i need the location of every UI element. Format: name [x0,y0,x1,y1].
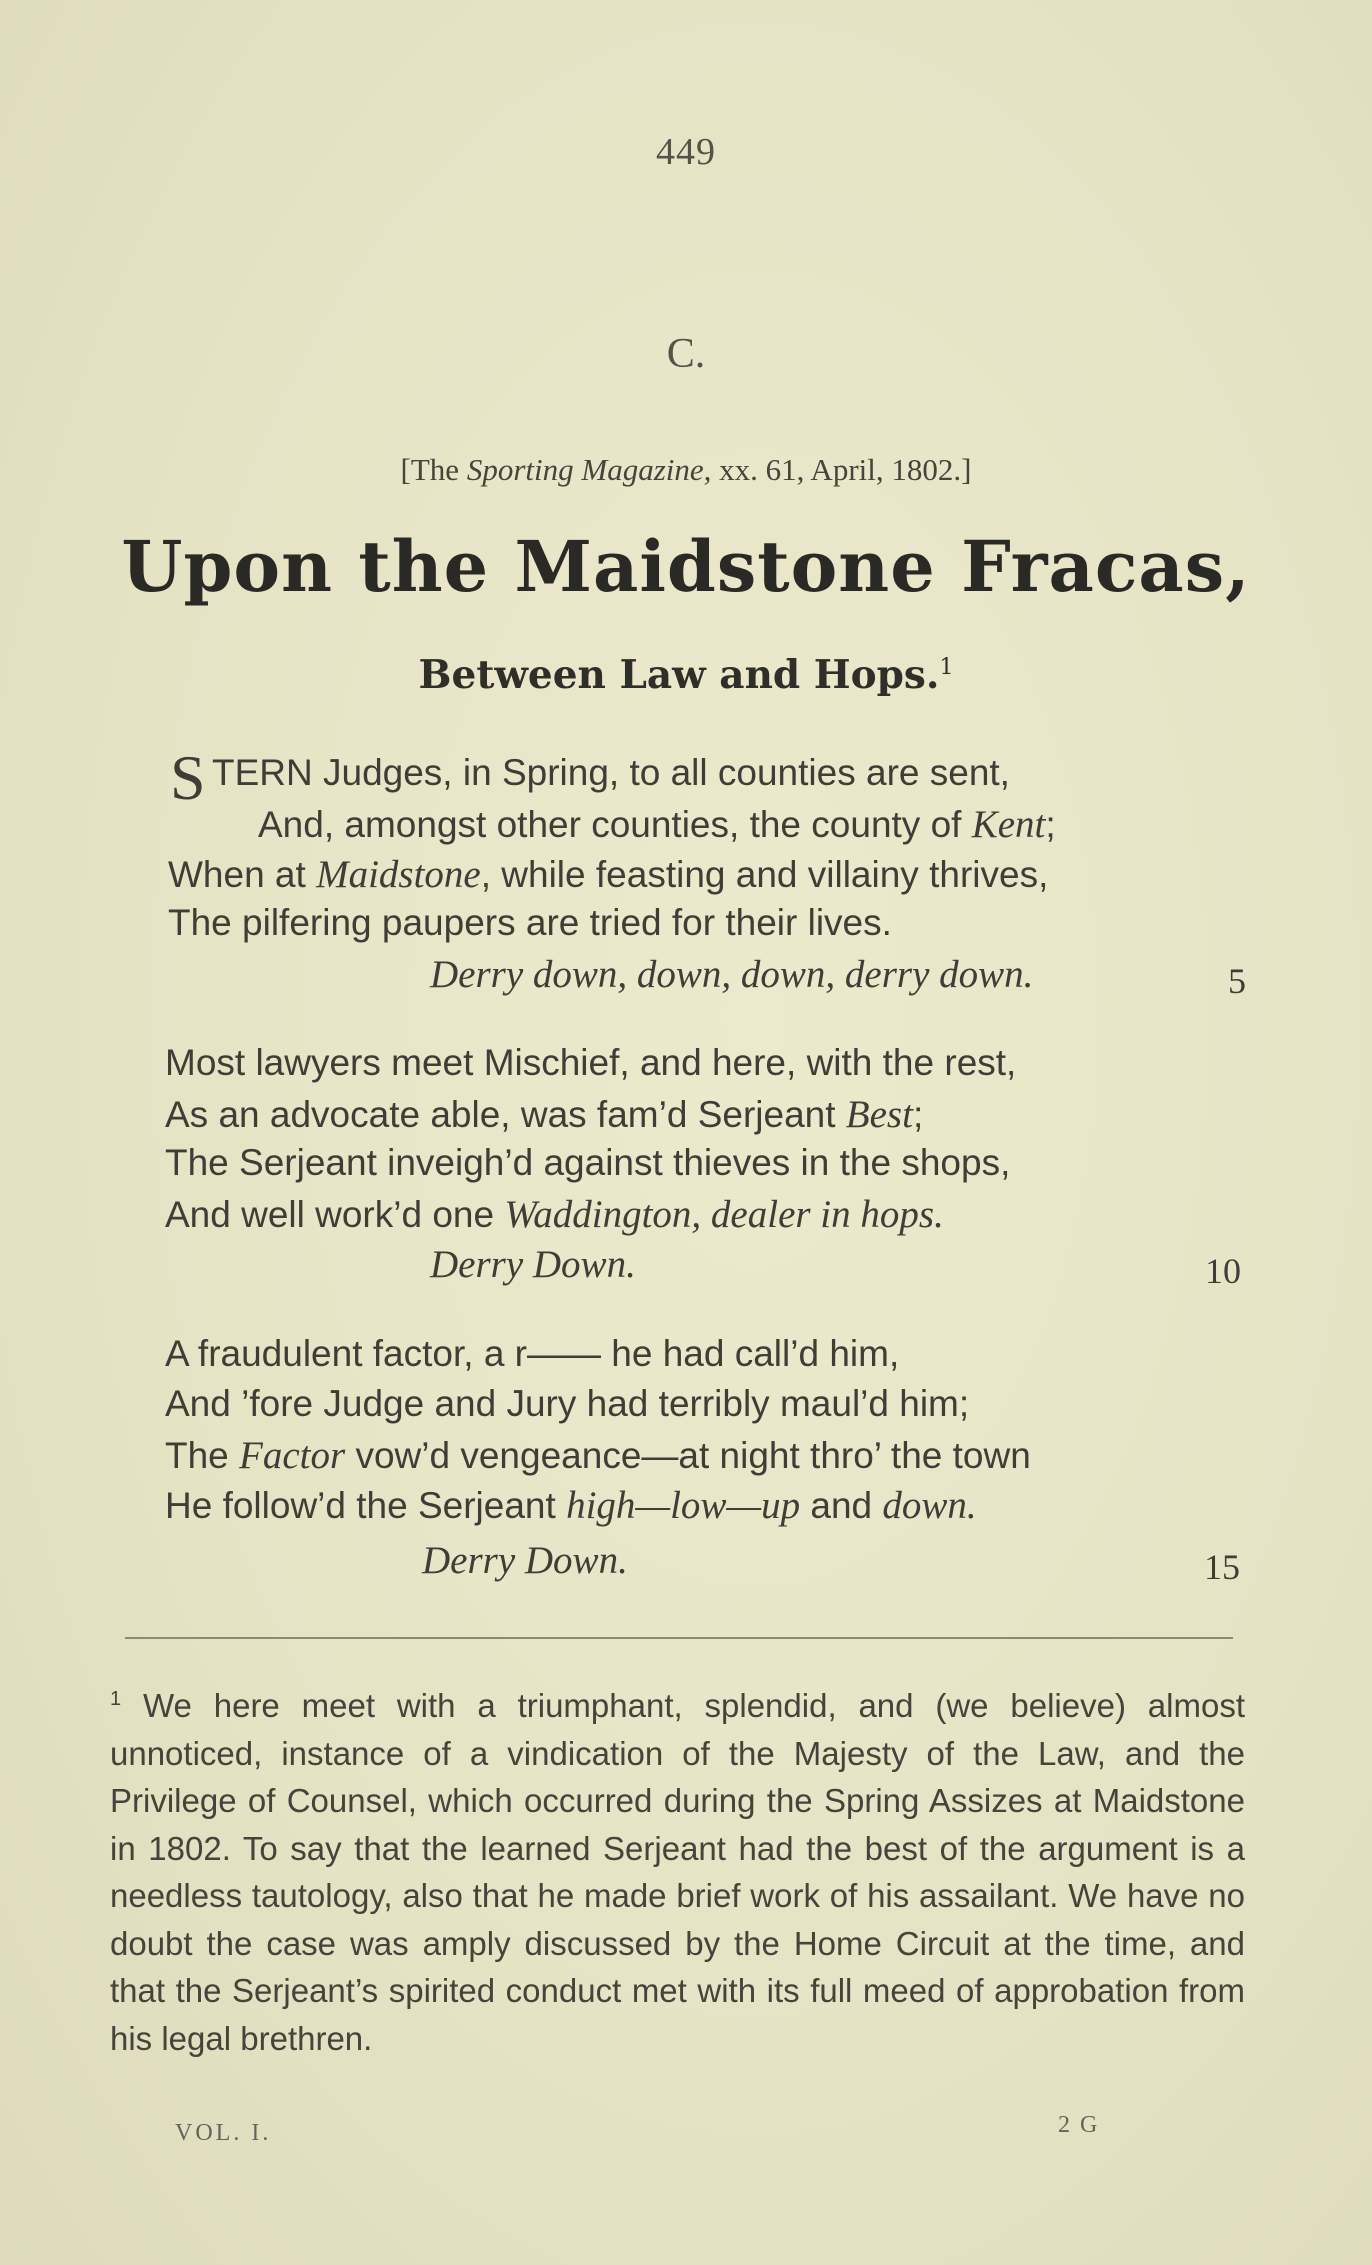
source-citation [0,452,1372,488]
subtitle-text: Between Law and Hops. [418,652,940,698]
poem-title: Upon the Maidstone Fracas, [121,525,1251,608]
verse-text: He follow’d the Serjeant [165,1485,567,1526]
verse-italic: Best [845,1093,913,1136]
line-number: 10 [1205,1251,1241,1291]
verse-italic: Kent [971,803,1046,846]
footnote-text: We here meet with a triumphant, splendid, and (we believe) almost unnoticed, instance of a vindication of the Majesty of the Law, and the Privilege of Counsel, which occurred during the Spring Assizes at Maidstone in 1802. To say that the learned Serjeant had the best of the argument is a needless tautology, also that he made brief work of his assailant. We have no doubt the case was amply discussed by the Home Circuit at the time, and that the Serjeant’s spirited conduct met with its full meed of approbation from his legal brethren. [110,1687,1245,2057]
line-number: 15 [1204,1547,1240,1587]
footnote-ref: 1 [939,655,954,680]
verse-text: Most lawyers meet Mischief, and here, with the rest, [165,1042,1017,1083]
verse-italic: Waddington, dealer in hops. [504,1193,944,1236]
verse-line [258,802,1056,847]
verse-text: ; [1045,804,1056,845]
verse-line [168,852,1048,897]
verse-line [165,1192,944,1237]
gathering-mark: 2 G [1058,2112,1100,2138]
verse-line [165,1433,1031,1478]
footnote-divider [125,1637,1233,1639]
line-number: 5 [1228,961,1246,1001]
verse-text: vow’d vengeance—at night thro’ the town [345,1435,1031,1476]
refrain: Derry Down. [422,1539,628,1582]
verse-line [212,752,1010,794]
footnote-marker: 1 [110,1688,122,1710]
verse-line [168,902,892,944]
verse-text: As an advocate able, was fam’d Serjeant [165,1094,846,1135]
verse-text: The pilfering paupers are tried for their lives. [168,902,892,943]
page-number: 449 [656,131,716,173]
verse-line [165,1383,969,1425]
verse-line [165,1333,899,1375]
verse-text: When at [168,854,317,895]
verse-text: ; [912,1094,924,1135]
source-open: [The [400,452,460,487]
verse-line [165,1142,1010,1184]
verse-text: And well work’d one [165,1194,505,1235]
verse-italic: high—low—up [566,1484,801,1527]
source-magazine: Sporting Magazine, [466,452,712,487]
verse-line [165,1092,923,1137]
verse-text: TERN Judges, in Spring, to all counties are sent, [212,752,1010,793]
verse-text: And ’fore Judge and Jury had terribly maul’d him; [165,1383,970,1424]
verse-text: And, amongst other counties, the county of [258,804,972,845]
verse-text: and [800,1485,883,1526]
poem-subtitle [0,652,1372,698]
verse-italic: Factor [239,1434,346,1477]
section-letter: C. [666,331,706,377]
verse-line [165,1483,977,1528]
refrain: Derry down, down, down, derry down. [430,953,1034,996]
verse-text: A fraudulent factor, a r—— he had call’d him, [165,1333,900,1374]
drop-cap: S [170,742,206,813]
refrain: Derry Down. [430,1243,636,1286]
source-details: xx. 61, April, 1802.] [719,452,972,487]
verse-text: , while feasting and villainy thrives, [480,854,1049,895]
volume-signature: VOL. I. [175,2120,272,2146]
verse-text: The [165,1435,240,1476]
verse-text: The Serjeant inveigh’d against thieves in the shops, [165,1142,1011,1183]
footnote [110,1676,1245,2062]
verse-italic: Maidstone [316,853,481,896]
verse-line [165,1042,1016,1084]
verse-italic: down. [882,1484,977,1527]
